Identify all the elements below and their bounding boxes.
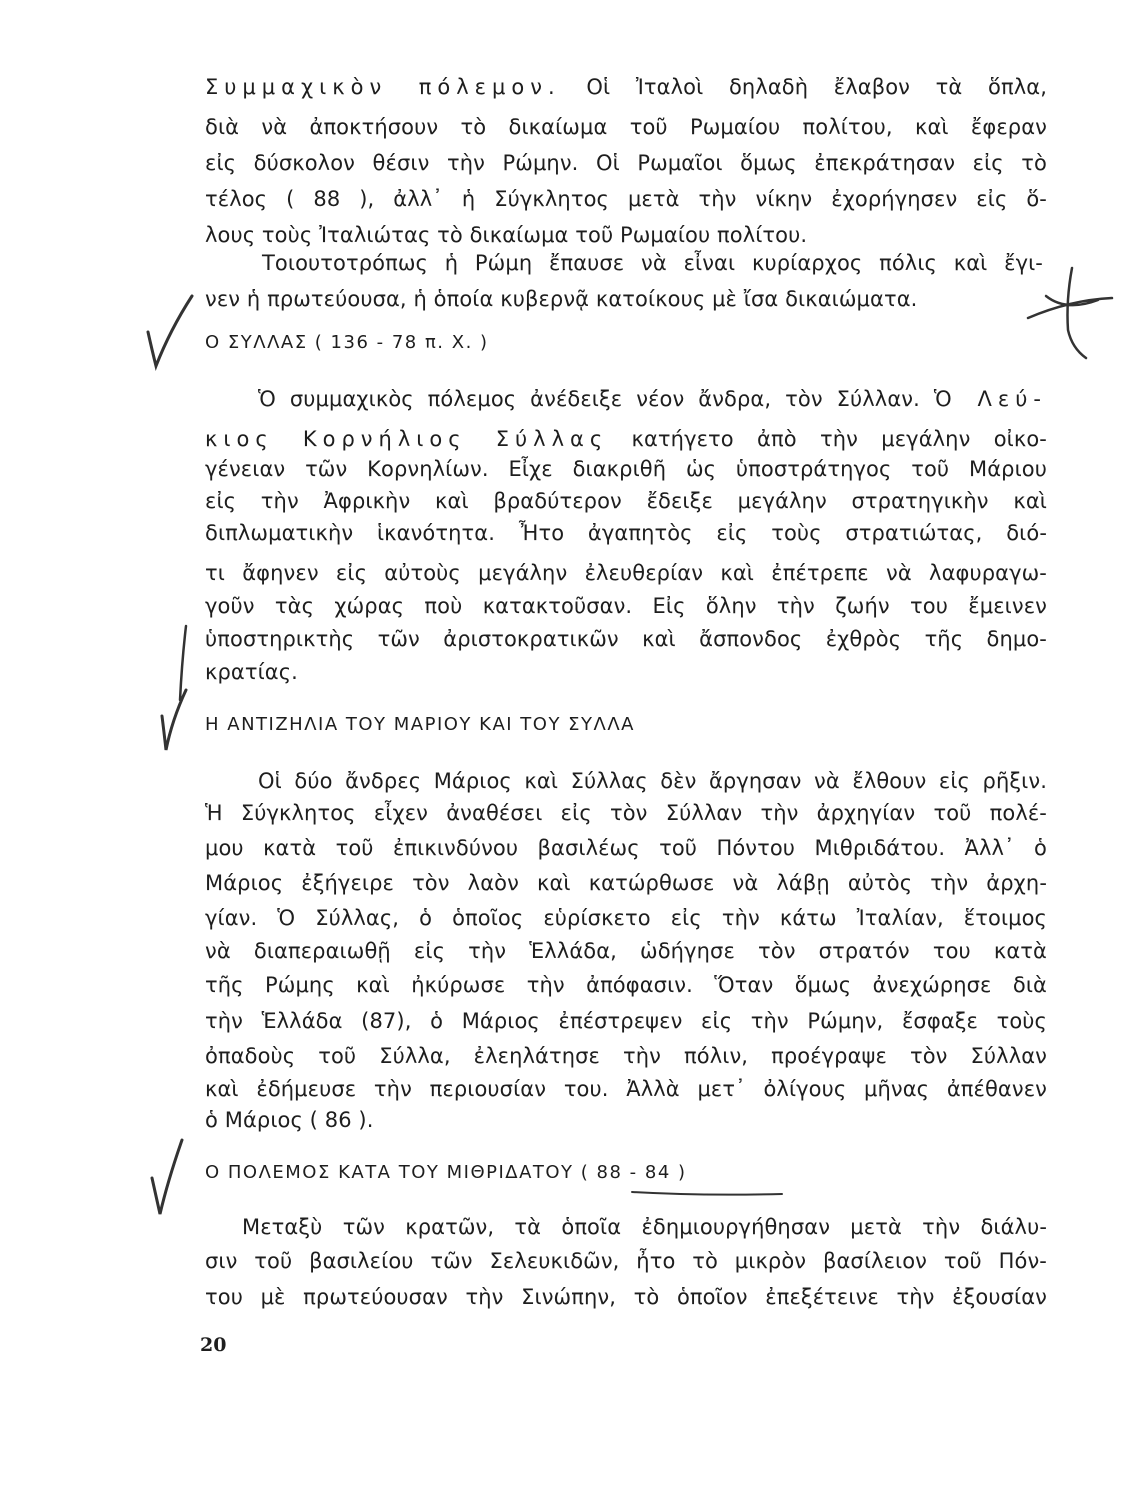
text-line: διπλωματικὴν ἱκανότητα. Ἦτο ἀγαπητὸς εἰς τοὺς στρατιώτας, διό- [205,521,1047,545]
text-line: τέλος ( 88 ), ἀλλ᾿ ἡ Σύγκλητος μετὰ τὴν νίκην ἐχορήγησεν εἰς ὅ- [205,187,1047,211]
text-line: Μεταξὺ τῶν κρατῶν, τὰ ὁποῖα ἐδημιουργήθησαν μετὰ τὴν διάλυ- [242,1215,1047,1239]
text-line: Ὁ συμμαχικὸς πόλεμος ἀνέδειξε νέον ἄνδρα, τὸν Σύλλαν. Ὁ Λεύ- [258,387,1047,411]
heading-years: ( 88 - 84 ) [580,1162,687,1183]
emphasis-spaced: κιος Κορνήλιος Σύλλας [205,427,609,451]
margin-stroke-kratias [180,626,186,700]
text-line: κιος Κορνήλιος Σύλλας κατήγετο ἀπὸ τὴν μεγάλην οἰκο- [205,427,1047,451]
emphasis-spaced: Ὁ Λεύ- [933,387,1047,411]
text-line: ὀπαδοὺς τοῦ Σύλλα, ἐλεηλάτησε τὴν πόλιν, προέγραψε τὸν Σύλλαν [205,1044,1047,1068]
text-line: τι ἄφηνεν εἰς αὐτοὺς μεγάλην ἐλευθερίαν καὶ ἐπέτρεπε νὰ λαφυραγω- [205,561,1047,585]
text-line: γένειαν τῶν Κορνηλίων. Εἶχε διακριθῆ ὡς ὑποστράτηγος τοῦ Μάριου [205,457,1047,481]
text-line: λους τοὺς Ἰταλιώτας τὸ δικαίωμα τοῦ Ρωμαίου πολίτου. [205,223,808,247]
text-line: Οἱ δύο ἄνδρες Μάριος καὶ Σύλλας δὲν ἄργησαν νὰ ἔλθουν εἰς ρῆξιν. [258,769,1047,793]
page-number: 20 [200,1334,227,1356]
section-heading-rivalry: Η ΑΝΤΙΖΗΛΙΑ ΤΟΥ ΜΑΡΙΟΥ ΚΑΙ ΤΟΥ ΣΥΛΛΑ [205,714,635,735]
text-line: Μάριος ἐξήγειρε τὸν λαὸν καὶ κατώρθωσε νὰ λάβῃ αὐτὸς τὴν ἀρχη- [205,871,1047,895]
section-heading-sullas: Ο ΣΥΛΛΑΣ ( 136 - 78 π. Χ. ) [205,332,489,353]
check-mark-sullas [148,296,192,366]
text-line: γίαν. Ὁ Σύλλας, ὁ ὁποῖος εὑρίσκετο εἰς τὴν κάτω Ἰταλίαν, ἕτοιμος [205,906,1047,930]
text-line: γοῦν τὰς χώρας ποὺ κατακτοῦσαν. Εἰς ὅλην τὴν ζωήν του ἔμεινεν [205,594,1047,618]
text-line: καὶ ἐδήμευσε τὴν περιουσίαν του. Ἀλλὰ μετ᾿ ὀλίγους μῆνας ἀπέθανεν [205,1077,1047,1101]
text-line: νεν ἡ πρωτεύουσα, ἡ ὁποία κυβερνᾷ κατοίκους μὲ ἴσα δικαιώματα. [205,287,918,311]
text-line: κρατίας. [205,660,298,684]
section-heading-mithridates: Ο ΠΟΛΕΜΟΣ ΚΑΤΑ ΤΟΥ ΜΙΘΡΙΔΑΤΟΥ ( 88 - 84 ) [205,1162,687,1183]
text-line: εἰς δύσκολον θέσιν τὴν Ρώμην. Οἱ Ρωμαῖοι ὅμως ἐπεκράτησαν εἰς τὸ [205,151,1047,175]
text-line: διὰ νὰ ἀποκτήσουν τὸ δικαίωμα τοῦ Ρωμαίου πολίτου, καὶ ἔφεραν [205,115,1047,139]
text-line: εἰς τὴν Ἀφρικὴν καὶ βραδύτερον ἔδειξε μεγάλην στρατηγικὴν καὶ [205,489,1047,513]
check-mark-rivalry [162,690,186,750]
text-line: Συμμαχικὸν πόλεμον. Οἱ Ἰταλοὶ δηλαδὴ ἔλαβον τὰ ὅπλα, [205,75,1047,99]
check-mark-mithridates [152,1140,182,1214]
text-line: σιν τοῦ βασιλείου τῶν Σελευκιδῶν, ἦτο τὸ μικρὸν βασίλειον τοῦ Πόν- [205,1249,1047,1273]
underline-years [632,1192,782,1195]
text-line: τῆς Ρώμης καὶ ἠκύρωσε τὴν ἀπόφασιν. Ὅταν ὅμως ἀνεχώρησε διὰ [205,973,1047,997]
text-line: νὰ διαπεραιωθῇ εἰς τὴν Ἑλλάδα, ὡδήγησε τὸν στρατόν του κατὰ [205,939,1047,963]
text-line: τὴν Ἑλλάδα (87), ὁ Μάριος ἐπέστρεψεν εἰς τὴν Ρώμην, ἔσφαξε τοὺς [205,1009,1047,1033]
text-line: ὑποστηρικτὴς τῶν ἀριστοκρατικῶν καὶ ἄσπονδος ἐχθρὸς τῆς δημο- [205,627,1047,651]
text-line: του μὲ πρωτεύουσαν τὴν Σινώπην, τὸ ὁποῖον ἐπεξέτεινε τὴν ἐξουσίαν [205,1285,1047,1309]
text-line: μου κατὰ τοῦ ἐπικινδύνου βασιλέως τοῦ Πόντου Μιθριδάτου. Ἀλλ᾿ ὁ [205,836,1047,860]
text-line: ὁ Μάριος ( 86 ). [205,1108,374,1132]
text-line: Ἡ Σύγκλητος εἶχεν ἀναθέσει εἰς τὸν Σύλλαν τὴν ἀρχηγίαν τοῦ πολέ- [205,801,1047,825]
text-line: Τοιουτοτρόπως ἡ Ρώμη ἔπαυσε νὰ εἶναι κυρίαρχος πόλις καὶ ἔγι- [262,251,1043,275]
emphasis-spaced: Συμμαχικὸν πόλεμον. [205,75,561,99]
